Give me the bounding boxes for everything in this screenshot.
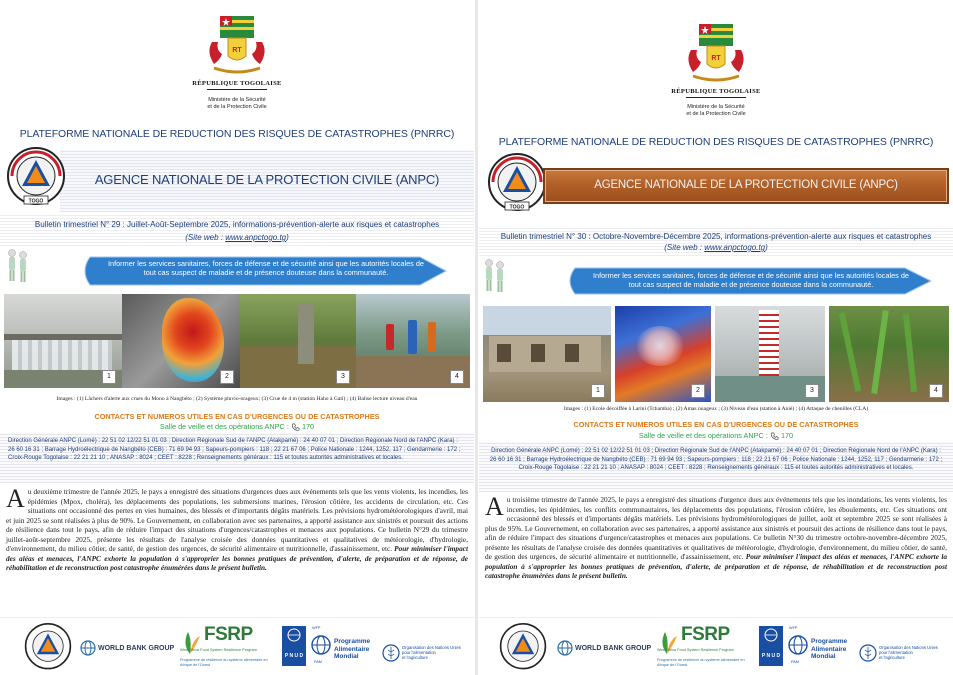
partners-footer [0, 617, 474, 675]
website [479, 243, 953, 252]
website-suffix: ) [765, 243, 768, 252]
watch-room-label: Salle de veille et des opérations ANPC : [638, 431, 768, 440]
world-bank-label: WORLD BANK GROUP [575, 645, 652, 652]
photo-flood-station [240, 294, 356, 388]
watch-room-number: 170 [301, 422, 315, 431]
watch-room-number: 170 [780, 431, 794, 440]
wfp-emblem-icon [787, 634, 809, 656]
watch-room-line [0, 422, 474, 432]
drop-cap: A [485, 492, 504, 521]
republic-underline [686, 97, 746, 98]
banner-text: Informer les services sanitaires, forces de défense et de sécurité ainsi que les autorités locales de tout cas suspect de maladie et de présence douteuse dans la communauté. [108, 259, 424, 277]
fao-line: et l'agriculture [402, 655, 428, 660]
photo-number: 3 [336, 370, 350, 384]
un-emblem-icon [282, 626, 306, 644]
fsrp-subtitle-fr: Programme de résilience du système alimentaire en Afrique de l'Ouest [657, 658, 745, 667]
pam-label: PAM [791, 660, 799, 664]
republic-underline [207, 89, 267, 90]
fao-line: Organisation des Nations Unies [879, 645, 938, 650]
wfp-emblem-icon [310, 634, 332, 656]
pnud-logo [759, 626, 783, 666]
togo-coat-of-arms-icon [202, 10, 272, 80]
photo-number: 4 [450, 370, 464, 384]
fao-emblem-icon [859, 644, 877, 662]
svg-text:TOGO: TOGO [28, 198, 44, 205]
anpc-logo-icon [487, 152, 547, 214]
photo-caption: Images : (1) Lâchers d'alerte aux crues du Mono à Nangbéto ; (2) Système pluvio-orageux; (3) Crue de 4 m (station Haho à Gati) ; (4) Balise lecture niveau d'eau [56, 396, 418, 402]
website-suffix: ) [286, 233, 289, 242]
pnud-label: P N U D [284, 653, 304, 659]
anpc-logo-icon [6, 146, 66, 208]
svg-text:RT: RT [711, 55, 721, 62]
website-link[interactable]: www.anpctogo.tg [225, 233, 287, 242]
intro-text: u troisième trimestre de l'année 2025, le pays a enregistré des situations d'urgence dues aux événements tels que les inondations, les vents violents, les incendies, les épidémies, les conflits communautaires, les déplacements des populations, l'érosion côtière, les éboulements, etc. Ces situations ont occasionné des blessés et d'importants dégâts matériels. Les prévisions hydrométéorologiques de juillet, août et septembre 2025 se sont réalisées à plus de 95%. Le Gouvernement, en collaboration avec ses partenaires, a apporté assistance aux sinistrés et poursuit des actions de résilience dans tout le pays, afin de réduire l'impact des situations d'urgence/catastrophes et menaces aux populations. Ce bulletin N°30 du trimestre octobre-novembre-décembre 2025, présente les résultats de l'analyse croisée des données quantitatives et qualitatives de météorologie, d'hydrologie, d'environnement, du milieu côtier, de santé, de gestion des urgences, de sécurité alimentaire et nutritionnelle, d'assainissement, etc. [485, 495, 947, 561]
info-banner [565, 266, 937, 296]
republic-name: RÉPUBLIQUE TOGOLAISE [192, 80, 282, 87]
photo-number: 1 [591, 384, 605, 398]
watch-room-line [479, 431, 953, 441]
pam-title [811, 638, 847, 661]
world-bank-label: WORLD BANK GROUP [98, 645, 175, 652]
platform-title: PLATEFORME NATIONALE DE REDUCTION DES RISQUES DE CATASTROPHES (PNRRC) [498, 136, 934, 148]
wfp-label: WFP [312, 626, 321, 630]
drop-cap: A [6, 484, 25, 513]
website-link[interactable]: www.anpctogo.tg [704, 243, 766, 252]
agency-title: AGENCE NATIONALE DE LA PROTECTION CIVILE (ANPC) [594, 179, 898, 191]
bulletin-intro [485, 492, 948, 581]
fao-text [402, 645, 461, 660]
photo-damaged-school [483, 306, 611, 402]
agency-title: AGENCE NATIONALE DE LA PROTECTION CIVILE (ANPC) [94, 172, 440, 187]
photo-number: 2 [220, 370, 234, 384]
ministry-line: et de la Protection Civile [207, 104, 267, 110]
fao-line: Organisation des Nations Unies [402, 645, 461, 650]
fsrp-label: FSRP [204, 624, 253, 645]
photo-number: 3 [805, 384, 819, 398]
fsrp-label: FSRP [681, 624, 730, 645]
photo-caption: Images : (1) Ecole décoiffée à Larini (Tchamba) ; (2) Amas nuageux ; (3) Niveau d'eau (station à Anié) ; (4) Attaque de chenilles (CLA) [563, 406, 869, 412]
contacts-title: CONTACTS ET NUMEROS UTILES EN CAS D'URGENCES OU DE CATASTROPHES [94, 412, 380, 421]
photo-number: 2 [691, 384, 705, 398]
ministry-name [0, 97, 474, 111]
bulletin-title: Bulletin trimestriel N° 30 : Octobre-Novembre-Décembre 2025, informations-prévention-alerte aux risques et catastrophes [500, 232, 932, 241]
photo-number: 1 [102, 370, 116, 384]
bulletin-page-29 [0, 0, 474, 675]
page-divider [475, 0, 478, 675]
intro-text: u deuxième trimestre de l'année 2025, le pays a enregistré des situations d'urgences dues aux événements tels que les vents violents, les incendies, les épidémies (Mpox, choléra), les déplacements des populations, les submersions marines, l'érosion côtière, les accidents de circulation, etc. Ces situations ont occasionné des pertes en vies humaines, des blessés et d'importants dégâts matériels. Les prévisions hydrométéorologiques d'avril, mai et juin 2025 se sont réalisées à plus de 90%. Le Gouvernement, en collaboration avec ses partenaires, a apporté assistance aux sinistrés et poursuit des actions de résilience dans tout le pays, afin de réduire l'impact des situations d'urgences/catastrophes et menaces aux populations. Ce bulletin N°29 du trimestre juillet-août-septembre 2025, présente les résultats de l'analyse croisée des données quantitatives et qualitatives de météorologie, d'hydrologie, d'environnement, du milieu côtier, de santé, de gestion des urgences, de sécurité alimentaire et nutritionnelle, d'assainissement, etc. [6, 487, 468, 553]
pam-title [334, 638, 370, 661]
bulletin-intro [6, 484, 468, 573]
contacts-list: Direction Générale ANPC (Lomé) : 22 51 02 12/22 51 01 03 ; Direction Régionale Sud de l'ANPC (Atakpamé) : 24 40 07 01 ; Direction Régionale Nord de l'ANPC (Kara) : 26 60 16 31 ; Barrage Hydroélectrique de Nangbéto (CEB) : 71 69 94 93 ; Sapeurs-pompiers : 118 ; 22 21 67 06 ; Police Nationale : 1244, 1252, 117 ; Gendarmerie : 172 ; Croix-Rouge Togolaise : 22 21 21 10 ; ANASAP : 8024 ; CEET : 8228 ; Renseignements généraux : 115 et toutes autorités administratives et locales. [8, 438, 461, 461]
fao-text [879, 645, 938, 660]
photo-water-gauge [356, 294, 470, 388]
anpc-footer-logo-icon [24, 622, 72, 672]
bulletin-title: Bulletin trimestriel N° 29 : Juillet-Août-Septembre 2025, informations-prévention-alerte aux risques et catastrophes [34, 220, 440, 229]
ministry-line: Ministère de la Sécurité [208, 97, 266, 103]
people-figures-icon [6, 248, 30, 284]
website-prefix: (Site web : [185, 233, 226, 242]
intro-exhortation: Pour minimiser l'impact des aléas et menaces, l'ANPC exhorte la population à s'approprier les bonnes pratiques de prévention, d'alerte, de préparation et de réponse, de réhabilitation et de reconstruction post catastrophe énumérées dans le présent bulletin. [485, 552, 948, 580]
photo-caterpillar-attack [829, 306, 949, 402]
togo-coat-of-arms-icon [681, 18, 751, 88]
pam-line: Mondial [811, 653, 836, 660]
pnud-label: P N U D [761, 653, 781, 659]
svg-text:RT: RT [232, 47, 242, 54]
world-bank-globe-icon [80, 640, 96, 656]
info-banner [80, 254, 452, 288]
photo-storm-system [122, 294, 240, 388]
photo-dam-release [4, 294, 122, 388]
fao-line: pour l'alimentation [402, 650, 436, 655]
phone-icon [770, 432, 779, 441]
fao-line: pour l'alimentation [879, 650, 913, 655]
fsrp-subtitle-en: West Africa Food System Resilience Program [180, 648, 257, 652]
ministry-line: et de la Protection Civile [686, 111, 746, 117]
phone-icon [291, 423, 300, 432]
photo-strip [4, 294, 470, 388]
partners-footer [479, 617, 953, 675]
contacts-title: CONTACTS ET NUMEROS UTILES EN CAS D'URGENCES OU DE CATASTROPHES [573, 420, 859, 429]
pnud-logo [282, 626, 306, 666]
fao-emblem-icon [382, 644, 400, 662]
website-prefix: (Site web : [664, 243, 705, 252]
contacts-list: Direction Générale ANPC (Lomé) : 22 51 02 12/22 51 01 03 ; Direction Régionale Sud de l'ANPC (Atakpamé) : 24 40 07 01 ; Direction Régionale Nord de l'ANPC (Kara) : 26 60 16 31 ; Barrage Hydroélectrique de Nangbéto (CEB) : 71 69 94 93 ; Sapeurs-pompiers : 118 ; 22 21 67 06 ; Police Nationale : 1244, 1252, 117 ; Gendarmerie : 172 ; Croix-Rouge Togolaise : 22 21 21 10 ; ANASAP : 8024 ; CEET : 8228 ; Renseignements généraux : 115 et toutes autorités administratives et locales. [489, 448, 943, 471]
anpc-footer-logo-icon [499, 622, 547, 672]
pam-line: Alimentaire [811, 645, 847, 653]
fao-line: et l'agriculture [879, 655, 905, 660]
watch-room-label: Salle de veille et des opérations ANPC : [159, 422, 289, 431]
pam-line: Mondial [334, 653, 359, 660]
ministry-line: Ministère de la Sécurité [687, 104, 745, 110]
ministry-name [479, 104, 953, 118]
website [0, 233, 474, 242]
photo-water-level [715, 306, 825, 402]
platform-title: PLATEFORME NATIONALE DE REDUCTION DES RISQUES DE CATASTROPHES (PNRRC) [19, 128, 455, 140]
intro-exhortation: Pour minimiser l'impact des aléas et menaces, l'ANPC exhorte la population à s'approprier les bonnes pratiques de prévention, d'alerte, de préparation et de réponse, de réhabilitation et de reconstruction post catastrophe énumérées dans le présent bulletin. [6, 544, 468, 572]
world-bank-globe-icon [557, 640, 573, 656]
photo-number: 4 [929, 384, 943, 398]
pam-line: Programme [811, 638, 848, 645]
pam-line: Alimentaire [334, 645, 370, 653]
bulletin-page-30 [479, 0, 953, 675]
pam-label: PAM [314, 660, 322, 664]
republic-name: RÉPUBLIQUE TOGOLAISE [671, 88, 761, 95]
un-emblem-icon [759, 626, 783, 644]
svg-text:TOGO: TOGO [509, 204, 525, 211]
photo-cloud-mass [615, 306, 711, 402]
wfp-label: WFP [789, 626, 798, 630]
pam-line: Programme [334, 638, 371, 645]
people-figures-icon [483, 258, 507, 294]
banner-text: Informer les services sanitaires, forces de défense et de sécurité ainsi que les autorités locales de tout cas suspect de maladie et de présence douteuse dans la communauté. [593, 271, 909, 289]
fsrp-subtitle-en: West Africa Food System Resilience Program [657, 648, 734, 652]
photo-strip [483, 306, 949, 402]
fsrp-subtitle-fr: Programme de résilience du système alimentaire en Afrique de l'Ouest [180, 658, 268, 667]
